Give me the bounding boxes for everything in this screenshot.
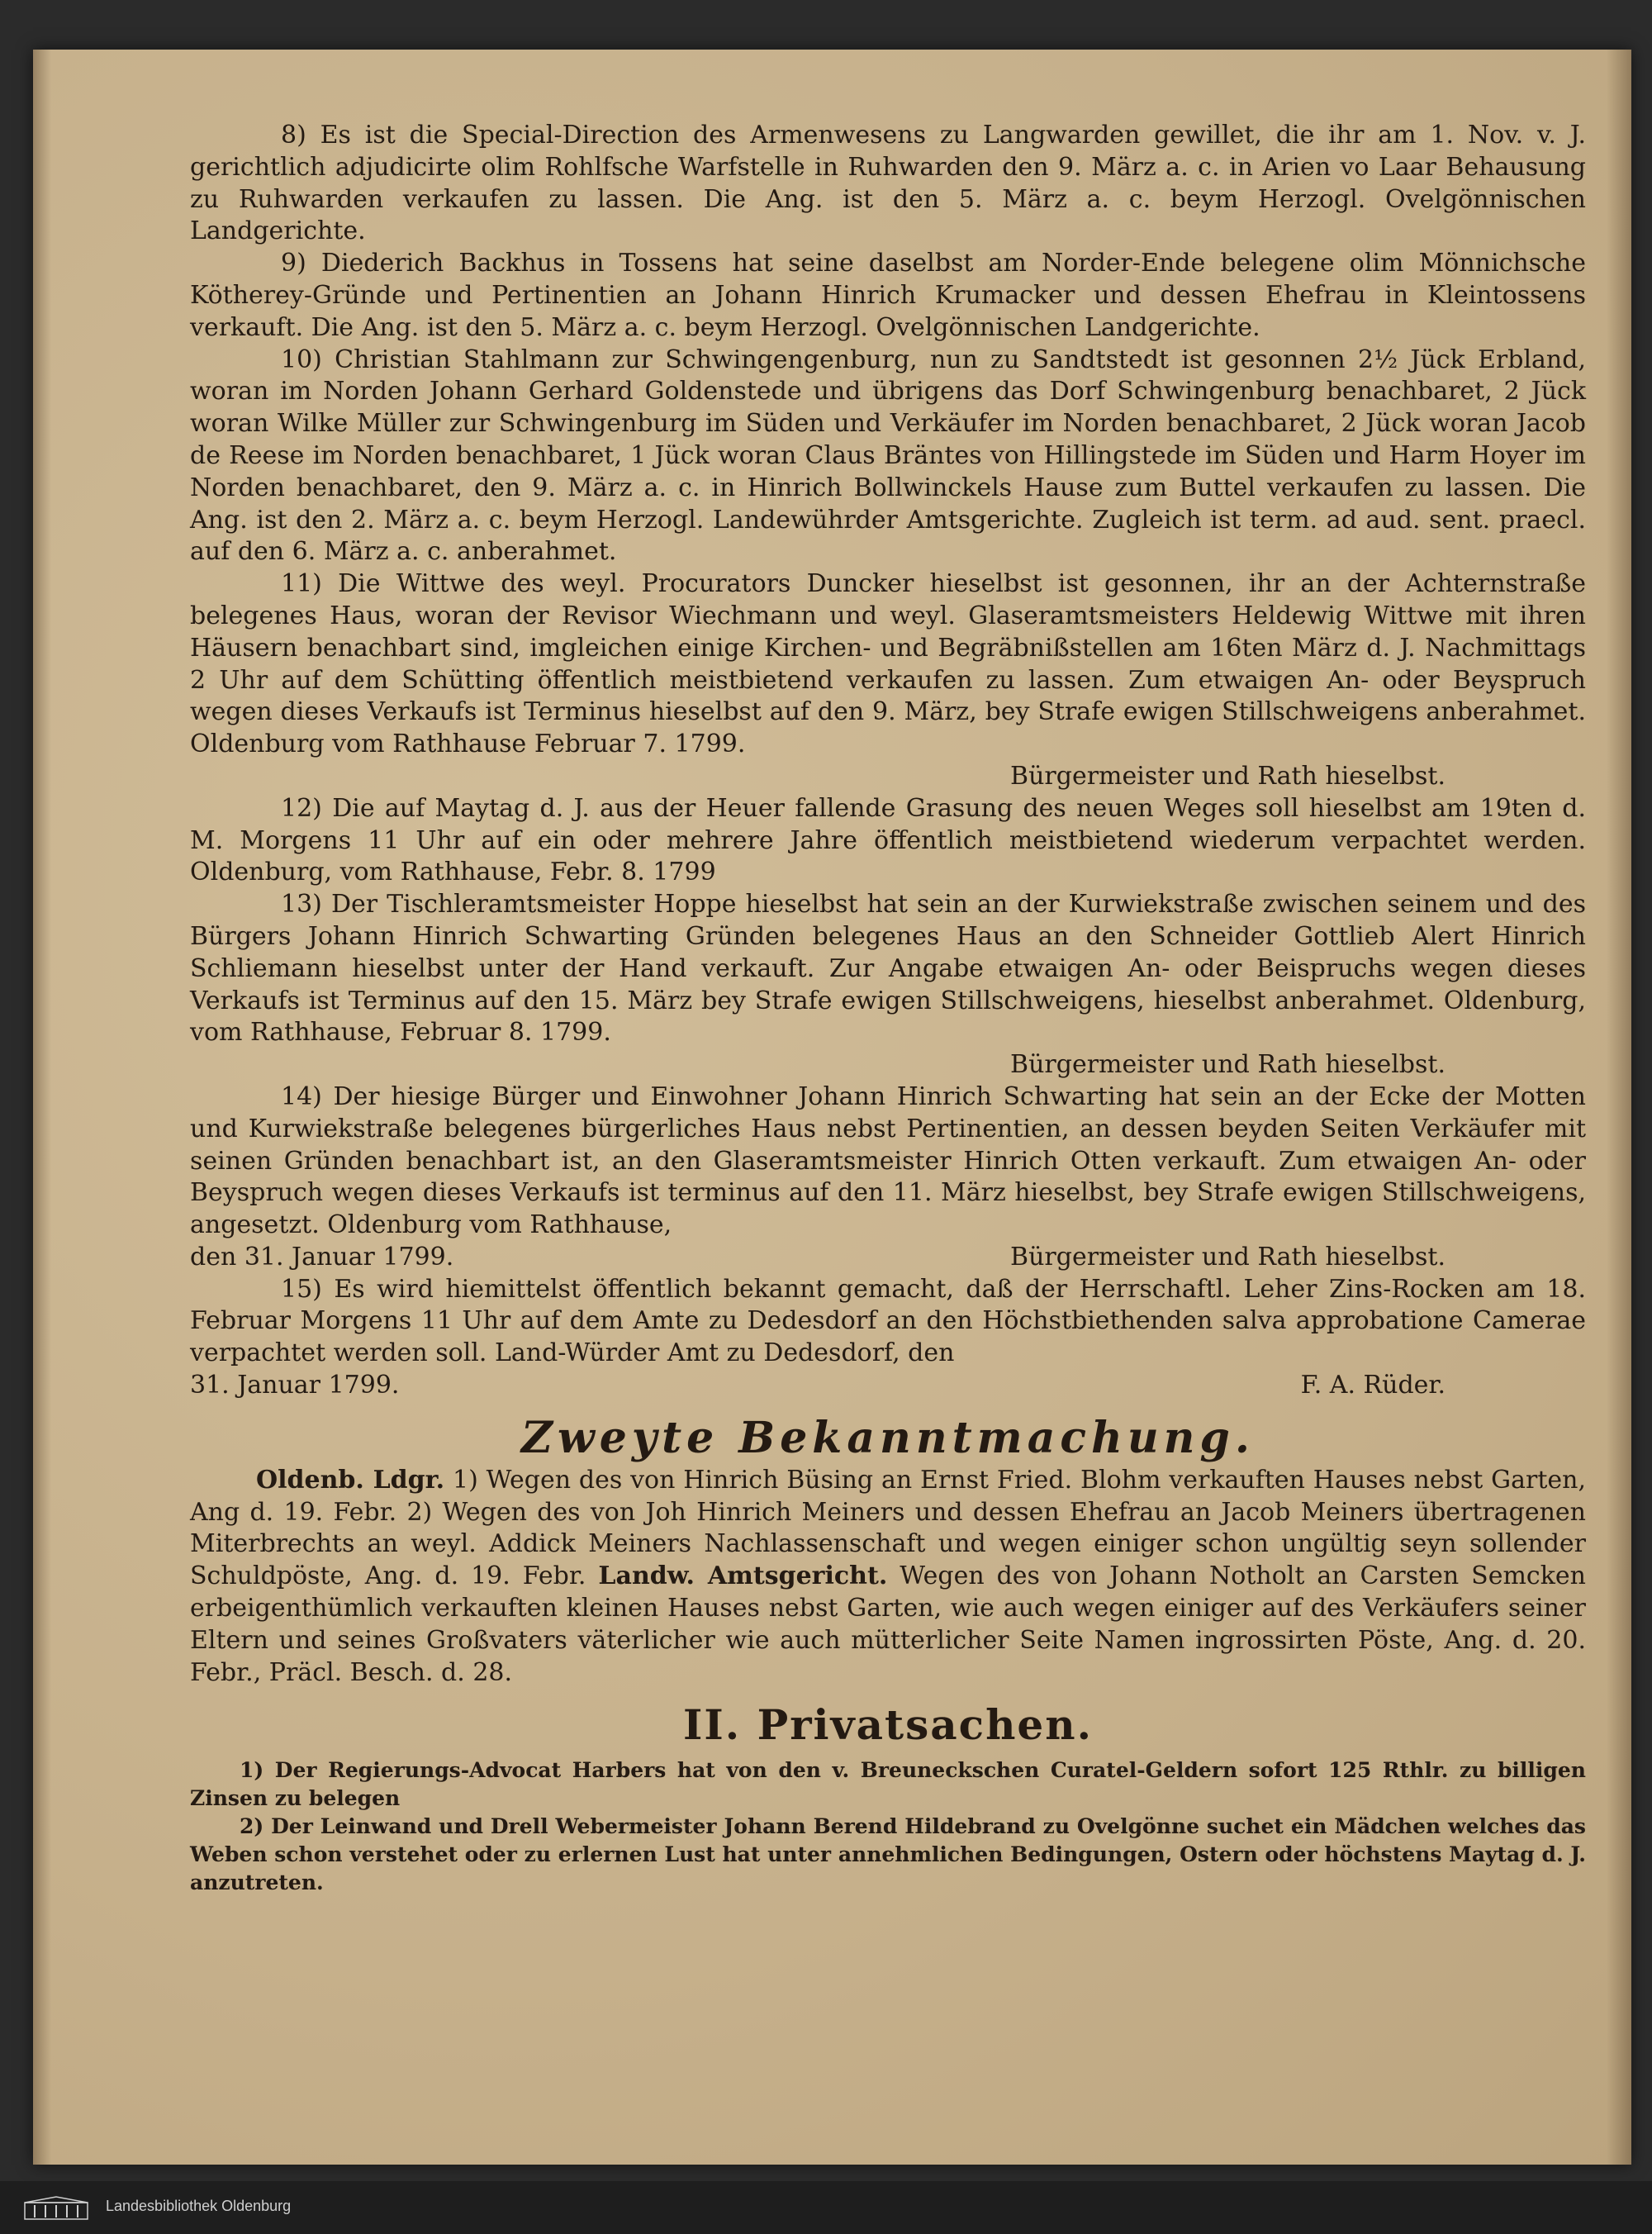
court-abbreviation: Oldenb. Ldgr. xyxy=(256,1465,445,1495)
notice-text: 1) Wegen des von Hinrich Büsing an Ernst Fried. Blohm verkauften Hauses nebst Garten, Ang d. 19. Febr. 2) Wegen des von Joh Hinrich Meiners und dessen Ehefrau an Jacob Meiners übertragenen Miterbrechts an weyl. Addick Meiners Nachlassenschaft und wegen einiger schon ungültig seyn sollender Schuldpöste, Ang. d. 19. Febr. xyxy=(190,1465,1586,1591)
notice-text: Die Wittwe des weyl. Procurators Duncker hieselbst ist gesonnen, ihr an der Achternstraße belegenes Haus, woran der Revisor Wiechmann und weyl. Glaseramtsmeisters Heldewig Wittwe mit ihren Häusern benachbart sind, imgleichen einige Kirchen- und Begräbnißstellen am 16ten März d. J. Nachmittags 2 Uhr auf dem Schütting öffentlich meistbietend verkaufen zu lassen. Zum etwaigen An- oder Beyspruch wegen dieses Verkaufs ist Terminus hieselbst auf den 9. März, bey Strafe ewigen Stillschweigens anberahmet. Oldenburg vom Rathhause Februar 7. 1799. xyxy=(190,569,1586,759)
private-item: 2) Der Leinwand und Drell Webermeister Johann Berend Hildebrand zu Ovelgönne suchet ein Mädchen welches das Weben schon verstehet oder zu erlernen Lust hat unter annehmlichen Bedingungen, Ostern oder höchstens Maytag d. J. anzutreten. xyxy=(190,1814,1586,1895)
notice-number: 14) xyxy=(281,1081,322,1111)
notice-date: den 31. Januar 1799. xyxy=(190,1242,454,1271)
signature-official: F. A. Rüder. xyxy=(1300,1371,1446,1400)
second-notice-paragraph xyxy=(190,1465,1586,1690)
notice-number: 9) xyxy=(281,249,306,278)
notice-text: Wegen des von Johann Notholt an Carsten Semcken erbeigenthümlich verkauften kleinen Hauses nebst Garten, wie auch wegen einiger auf des Verkäufers seiner Eltern und seines Großvaters väterlicher wie auch mütterlicher Seite Namen ingrossirten Pöste, Ang. d. 20. Febr., Präcl. Besch. d. 28. xyxy=(190,1561,1586,1687)
notice-text: Der hiesige Bürger und Einwohner Johann Hinrich Schwarting hat sein an der Ecke der Motten und Kurwiekstraße belegenes bürgerliches Haus nebst Pertinentien, an dessen beyden Seiten Verkäufer mit seinen Gründen benachbart ist, an den Glaseramtsmeister Hinrich Otten verkauft. Zum etwaigen An- oder Beyspruch wegen dieses Verkaufs ist terminus auf den 11. März hieselbst, bey Strafe ewigen Stillschweigens, angesetzt. Oldenburg vom Rathhause, xyxy=(190,1081,1586,1240)
library-footer xyxy=(0,2181,1652,2234)
signature-council: Bürgermeister und Rath hieselbst. xyxy=(1010,1050,1446,1080)
notice-text: Der Tischleramtsmeister Hoppe hieselbst hat sein an der Kurwiekstraße zwischen seinem und des Bürgers Johann Hinrich Schwarting Gründen belegenes Haus an den Schneider Gottlieb Alert Hinrich Schliemann hieselbst unter der Hand verkauft. Zur Angabe etwaigen An- oder Beispruchs wegen dieses Verkaufs ist Terminus auf den 15. März bey Strafe ewigen Stillschweigens, hieselbst anberahmet. Oldenburg, vom Rathhause, Februar 8. 1799. xyxy=(190,890,1586,1048)
notice-paragraph xyxy=(190,1274,1586,1370)
page-edge-right xyxy=(1607,50,1631,2165)
date-signature-line xyxy=(190,1242,1586,1274)
notice-text: Die auf Maytag d. J. aus der Heuer fallende Grasung des neuen Weges soll hieselbst am 19ten d. M. Morgens 11 Uhr auf ein oder mehrere Jahre öffentlich meistbietend wiederum verpachtet werden. Oldenburg, vom Rathhause, Febr. 8. 1799 xyxy=(190,793,1586,887)
signature-council: Bürgermeister und Rath hieselbst. xyxy=(1010,761,1446,791)
notice-number: 15) xyxy=(281,1274,322,1304)
notice-list-a xyxy=(190,120,1586,761)
notice-text: Es wird hiemittelst öffentlich bekannt gemacht, daß der Herrschaftl. Leher Zins-Rocken am 18. Februar Morgens 11 Uhr auf dem Amte zu Dedesdorf an den Höchstbiethenden salva approbatione Camerae verpachtet werden soll. Land-Würder Amt zu Dedesdorf, den xyxy=(190,1274,1586,1368)
notice-list-b xyxy=(190,793,1586,1049)
library-name: Landesbibliothek Oldenburg xyxy=(106,2198,292,2214)
notice-paragraph xyxy=(190,248,1586,344)
notice-number: 13) xyxy=(281,890,322,920)
notice-number: 12) xyxy=(281,793,322,823)
notice-number: 10) xyxy=(281,345,322,374)
date-signature-line xyxy=(190,1370,1586,1402)
notice-text: Es ist die Special-Direction des Armenwesens zu Langwarden gewillet, die ihr am 1. Nov. v. J. gerichtlich adjudicirte olim Rohlfsche Warfstelle in Ruhwarden den 9. März a. c. in Arien vo Laar Behausung zu Ruhwarden verkaufen zu lassen. Die Ang. ist den 5. März a. c. beym Herzogl. Ovelgönnischen Landgerichte. xyxy=(190,121,1586,246)
library-building-icon xyxy=(23,2196,89,2221)
section-heading-private-matters: II. Privatsachen. xyxy=(683,1700,1093,1750)
document-text xyxy=(190,120,1586,1897)
notice-paragraph xyxy=(190,120,1586,248)
notice-number: 11) xyxy=(281,569,322,599)
notice-text: Christian Stahlmann zur Schwingengenburg, nun zu Sandtstedt ist gesonnen 2½ Jück Erbland, woran im Norden Johann Gerhard Goldenstede und übrigens das Dorf Schwingenburg benachbaret, 2 Jück woran Wilke Müller zur Schwingenburg im Süden und Verkäufer im Norden benachbaret, 2 Jück woran Jacob de Reese im Norden benachbaret, 1 Jück woran Claus Bräntes von Hillingstede im Süden und Harm Hoyer im Norden benachbaret, den 9. März a. c. in Hinrich Bollwinckels Hause zum Buttel verkaufen zu lassen. Die Ang. ist den 2. März a. c. beym Herzogl. Landewührder Amtsgerichte. Zugleich ist term. ad aud. sent. praecl. auf den 6. März a. c. anberahmet. xyxy=(190,345,1586,567)
notice-paragraph xyxy=(190,1081,1586,1242)
notice-paragraph xyxy=(190,793,1586,889)
notice-paragraph xyxy=(190,568,1586,761)
scanned-page xyxy=(33,50,1631,2165)
signature-council: Bürgermeister und Rath hieselbst. xyxy=(1010,1242,1446,1271)
notice-text: Diederich Backhus in Tossens hat seine daselbst am Norder-Ende belegene olim Mönnichsche Kötherey-Gründe und Pertinentien an Johann Hinrich Krumacker und dessen Ehefrau in Kleintossens verkauft. Die Ang. ist den 5. März a. c. beym Herzogl. Ovelgönnischen Landgerichte. xyxy=(190,249,1586,342)
private-item: 1) Der Regierungs-Advocat Harbers hat von den v. Breuneckschen Curatel-Geldern sofort 125 Rthlr. zu billigen Zinsen zu belegen xyxy=(190,1758,1586,1811)
court-abbreviation: Landw. Amtsgericht. xyxy=(598,1561,888,1591)
notice-paragraph xyxy=(190,345,1586,569)
section-heading-second-notice: Zweyte Bekanntmachung. xyxy=(521,1412,1255,1463)
notice-number: 8) xyxy=(281,121,306,150)
notice-paragraph xyxy=(190,889,1586,1049)
page-edge-left xyxy=(33,50,51,2165)
notice-date: 31. Januar 1799. xyxy=(190,1371,400,1400)
